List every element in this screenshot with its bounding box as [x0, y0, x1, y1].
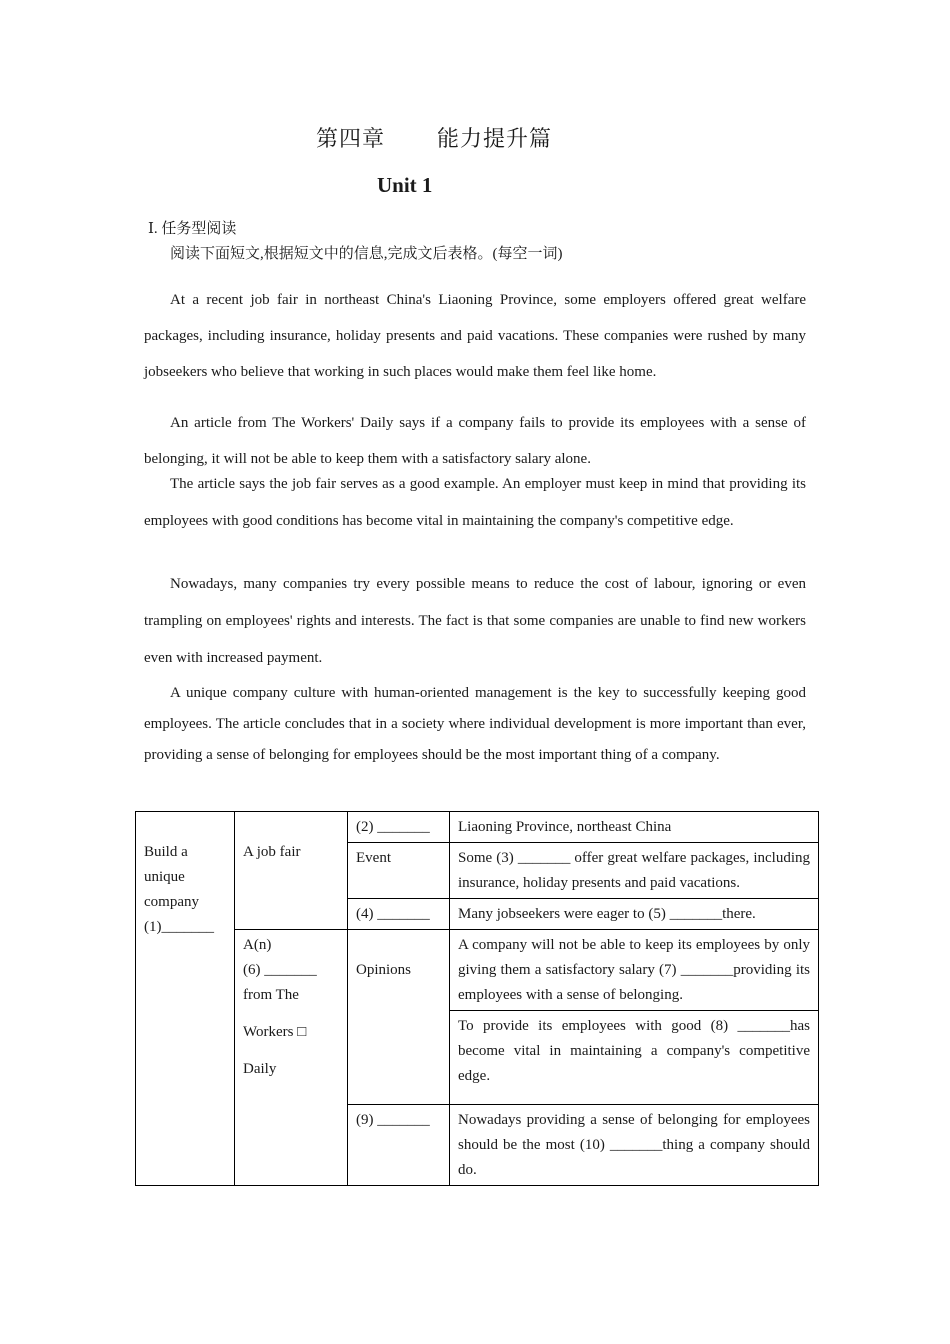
table-cell-jobseekers: Many jobseekers were eager to (5) _______there. [450, 899, 819, 930]
info-table [135, 811, 819, 1186]
table-cell-job-fair: A job fair [235, 812, 348, 930]
article-line-c: from The [243, 987, 299, 1003]
table-cell-conclusion: Nowadays providing a sense of belonging for employees should be the most (10) _______thing a company should do. [450, 1105, 819, 1186]
unit-title: Unit 1 [377, 173, 433, 197]
table-cell-topic: Build a unique company (1)_______ [136, 812, 235, 1186]
instruction-text: 阅读下面短文,根据短文中的信息,完成文后表格。(每空一词) [170, 246, 563, 262]
paragraph-3: The article says the job fair serves as a good example. An employer must keep in mind that providing its employees with good conditions has become vital in maintaining the company's competitive edge. [144, 476, 806, 529]
table-cell-event-label: Event [348, 843, 450, 899]
paragraph-4: Nowadays, many companies try every possible means to reduce the cost of labour, ignoring or even trampling on employees' rights and interests. The fact is that some companies are unable to find new workers even with increased payment. [144, 576, 806, 666]
table-cell-blank-4: (4) _______ [348, 899, 450, 930]
paragraph-5: A unique company culture with human‐oriented management is the key to successfully keeping good employees. The article concludes that in a society where individual development is more important than ever, providing a sense of belonging for employees should be the most important thing of a company. [144, 685, 806, 763]
table-cell-place: Liaoning Province, northeast China [450, 812, 819, 843]
article-line-e: Daily [243, 1061, 277, 1077]
table-cell-blank-2: (2) _______ [348, 812, 450, 843]
article-line-d: Workers □ [243, 1024, 307, 1040]
table-cell-opinion-2: To provide its employees with good (8) _______has become vital in maintaining a company's competitive edge. [450, 1011, 819, 1105]
table-cell-opinions-label: Opinions [348, 930, 450, 1105]
article-line-b: (6) _______ [243, 962, 317, 978]
paragraph-2: An article from The Workers' Daily says if a company fails to provide its employees with a sense of belonging, it will not be able to keep them with a satisfactory salary alone. [144, 415, 806, 467]
section-heading: Ⅰ. 任务型阅读 [148, 221, 237, 237]
article-line-a: A(n) [243, 937, 272, 953]
table-cell-article [235, 930, 348, 1186]
paragraph-1: At a recent job fair in northeast China's Liaoning Province, some employers offered great welfare packages, including insurance, holiday presents and paid vacations. These companies were rushed by many jobseekers who believe that working in such places would make them feel like home. [144, 292, 806, 380]
table-cell-event-text: Some (3) _______ offer great welfare packages, including insurance, holiday presents and paid vacations. [450, 843, 819, 899]
chapter-title: 第四章 能力提升篇 [316, 126, 553, 151]
table-cell-opinion-1: A company will not be able to keep its employees by only giving them a satisfactory salary (7) _______providing its employees with a sense of belonging. [450, 930, 819, 1011]
table-cell-blank-9: (9) _______ [348, 1105, 450, 1186]
